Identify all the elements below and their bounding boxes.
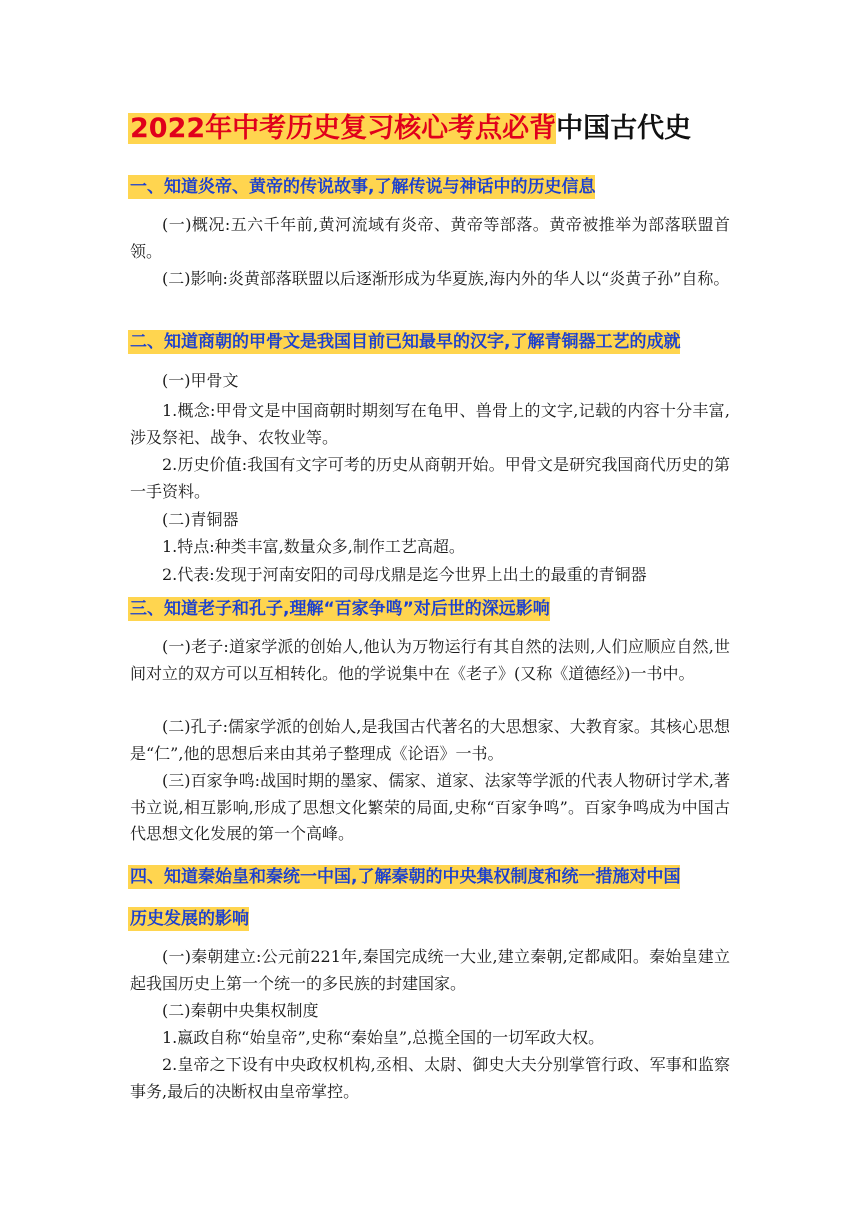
section-heading-3: 三、知道老子和孔子,理解“百家争鸣”对后世的深远影响 <box>130 599 550 619</box>
paragraph: (二)孔子:儒家学派的创始人,是我国古代著名的大思想家、大教育家。其核心思想是“仁”,他的思想后来由其弟子整理成《论语》一书。 <box>130 717 730 763</box>
paragraph: (二)秦朝中央集权制度 <box>162 1001 319 1020</box>
title-highlighted: 2022年中考历史复习核心考点必背 <box>130 113 557 144</box>
page-title <box>128 108 691 150</box>
paragraph: (三)百家争鸣:战国时期的墨家、儒家、道家、法家等学派的代表人物研讨学术,著书立说,相互影响,形成了思想文化繁荣的局面,史称“百家争鸣”。百家争鸣成为中国古代思想文化发展的第一个高峰。 <box>130 771 730 843</box>
paragraph: (二)影响:炎黄部落联盟以后逐渐形成为华夏族,海内外的华人以“炎黄子孙”自称。 <box>162 269 730 288</box>
section-heading-4-continued: 历史发展的影响 <box>130 909 249 929</box>
paragraph: 1.特点:种类丰富,数量众多,制作工艺高超。 <box>162 537 465 556</box>
section-heading-2: 二、知道商朝的甲骨文是我国目前已知最早的汉字,了解青铜器工艺的成就 <box>130 332 681 352</box>
paragraph: 1.嬴政自称“始皇帝”,史称“秦始皇”,总揽全国的一切军政大权。 <box>162 1028 605 1047</box>
paragraph: 2.代表:发现于河南安阳的司母戊鼎是迄今世界上出土的最重的青铜器 <box>162 565 647 584</box>
paragraph: (一)甲骨文 <box>162 371 239 390</box>
paragraph: 2.皇帝之下设有中央政权机构,丞相、太尉、御史大夫分别掌管行政、军事和监察事务,最后的决断权由皇帝掌控。 <box>130 1055 730 1101</box>
section-heading-4: 四、知道秦始皇和秦统一中国,了解秦朝的中央集权制度和统一措施对中国 <box>130 867 681 887</box>
paragraph: (一)概况:五六千年前,黄河流域有炎帝、黄帝等部落。黄帝被推举为部落联盟首领。 <box>130 215 730 261</box>
title-rest: 中国古代史 <box>556 113 692 144</box>
paragraph: (二)青铜器 <box>162 510 239 529</box>
section-heading-1: 一、知道炎帝、黄帝的传说故事,了解传说与神话中的历史信息 <box>130 177 596 197</box>
paragraph: (一)秦朝建立:公元前221年,秦国完成统一大业,建立秦朝,定都咸阳。秦始皇建立起我国历史上第一个统一的多民族的封建国家。 <box>130 947 730 993</box>
paragraph: 2.历史价值:我国有文字可考的历史从商朝开始。甲骨文是研究我国商代历史的第一手资料。 <box>130 455 730 501</box>
paragraph: (一)老子:道家学派的创始人,他认为万物运行有其自然的法则,人们应顺应自然,世间对立的双方可以互相转化。他的学说集中在《老子》(又称《道德经》)一书中。 <box>130 637 730 683</box>
paragraph: 1.概念:甲骨文是中国商朝时期刻写在龟甲、兽骨上的文字,记载的内容十分丰富,涉及祭祀、战争、农牧业等。 <box>130 401 730 447</box>
